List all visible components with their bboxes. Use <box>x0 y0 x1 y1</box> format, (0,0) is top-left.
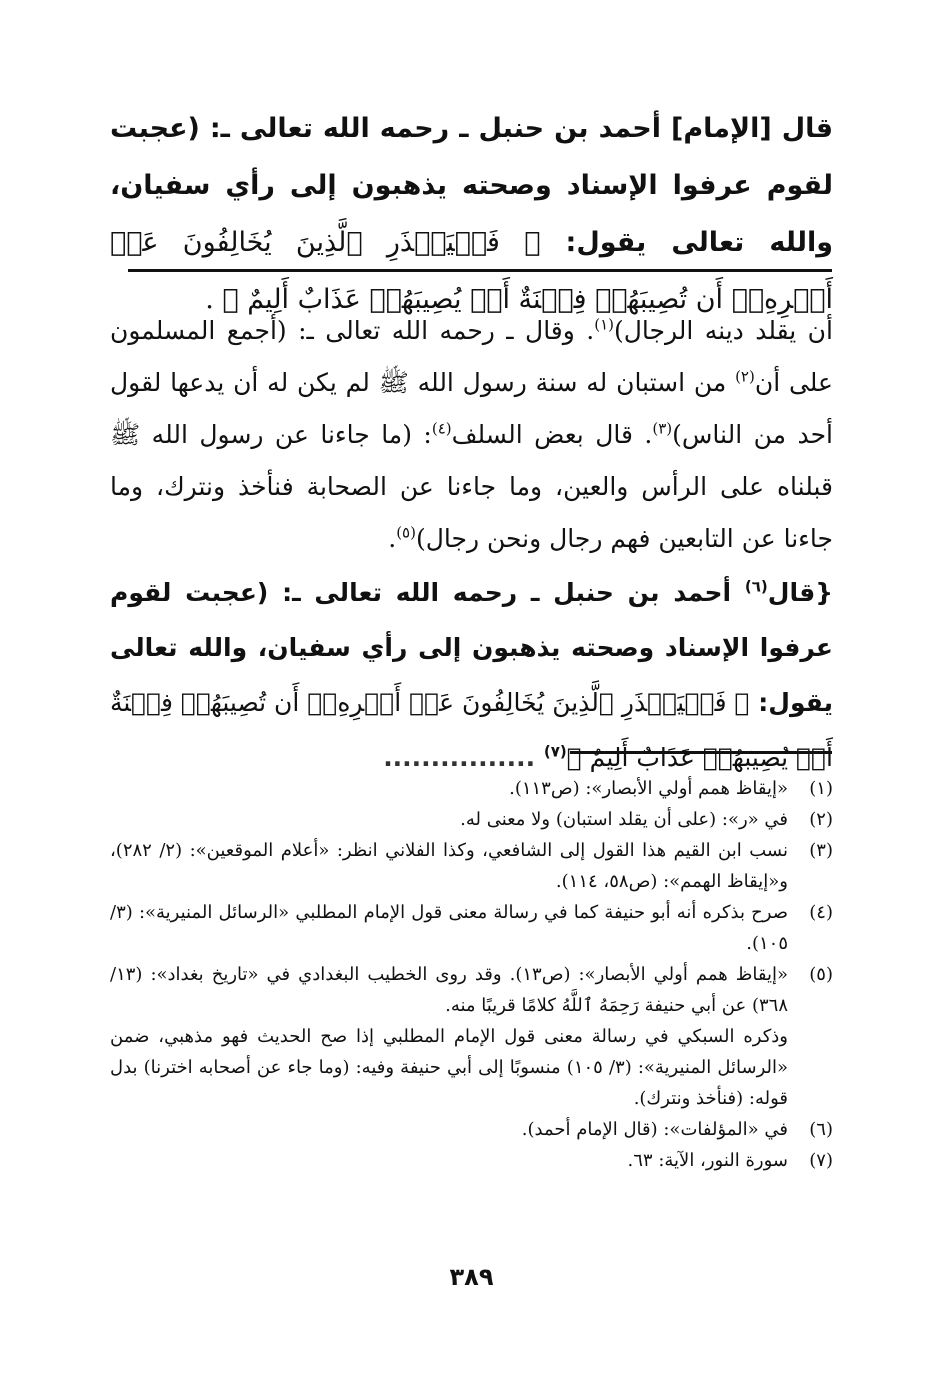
footnote-item <box>110 804 833 835</box>
footnote-item <box>110 959 833 1021</box>
footnote-item <box>110 835 833 897</box>
paragraph-text: . <box>388 524 397 553</box>
footnotes-section <box>110 773 833 1176</box>
header-divider <box>128 269 832 272</box>
paragraph-text: أحمد بن حنبل ـ رحمه الله تعالى ـ: (عجبت لقوم عرفوا الإسناد وصحته يذهبون إلى رأي سفيان، والله تعالى يقول: <box>110 578 833 717</box>
footnote-marker[interactable]: (٢) <box>735 367 755 386</box>
dotted-leader: ................ <box>383 743 536 772</box>
footnote-marker[interactable]: (٤) <box>431 419 452 438</box>
paragraph-text: من استبان له سنة رسول الله ﷺ لم يكن له أن يدعها لقول أحد من الناس) <box>110 368 833 449</box>
footnote-item <box>110 1145 833 1176</box>
page-header-quote <box>110 100 833 328</box>
footnote-number: (١) <box>809 778 833 799</box>
footnote-text: سورة النور، الآية: ٦٣. <box>627 1150 788 1171</box>
footnote-continuation: وذكره السبكي في رسالة معنى قول الإمام المطلبي إذا صح الحديث فهو مذهبي، ضمن «الرسائل المنيرية»: (٣/ ١٠٥) منسوبًا إلى أبي حنيفة وفيه: (وما جاء عن أصحابه اخترنا) بدل قوله: (فنأخذ ونترك). <box>110 1026 788 1109</box>
paragraph-text: أن يقلد دينه الرجال) <box>614 316 833 345</box>
paragraph-text: . قال بعض السلف <box>451 420 653 449</box>
footnote-text: في «ر»: (على أن يقلد استبان) ولا معنى له. <box>460 809 788 830</box>
footnote-text: «إيقاظ همم أولي الأبصار»: (ص١١٣). <box>509 778 788 799</box>
footnote-marker[interactable]: (١) <box>594 315 614 334</box>
footnote-number: (٦) <box>809 1119 833 1140</box>
paragraph-1 <box>110 305 833 565</box>
footnote-marker[interactable]: (٣) <box>652 419 673 438</box>
footnote-number: (٢) <box>809 809 833 830</box>
footnote-number: (٤) <box>809 902 833 923</box>
main-text <box>110 305 833 785</box>
footnote-number: (٥) <box>809 964 833 985</box>
footnote-item <box>110 773 833 804</box>
footnote-number: (٣) <box>809 840 833 861</box>
footnote-number: (٧) <box>809 1150 833 1171</box>
footnote-text: صرح بذكره أنه أبو حنيفة كما في رسالة معنى قول الإمام المطلبي «الرسائل المنيرية»: (٣/ ١٠٥). <box>110 902 788 954</box>
footnote-marker[interactable]: (٦) <box>744 577 768 596</box>
header-text: قال [الإمام] أحمد بن حنبل ـ رحمه الله تعالى ـ: (عجبت لقوم عرفوا الإسناد وصحته يذهبون إلى رأي سفيان، والله تعالى يقول: <box>110 113 833 258</box>
footnote-text: «إيقاظ همم أولي الأبصار»: (ص١٣). وقد روى الخطيب البغدادي في «تاريخ بغداد»: (١٣/ ٣٦٨) عن أبي حنيفة رَحِمَهُ ٱللَّهُ كلامًا قريبًا منه. <box>110 964 788 1016</box>
quran-verse: ﴿ فَلۡيَحۡذَرِ ٱلَّذِينَ يُخَالِفُونَ عَنۡ أَمۡرِهِۦٓ أَن تُصِيبَهُمۡ فِتۡنَةٌ أَوۡ يُصِيبَهُمۡ عَذَابٌ أَلِيمٌ ﴾ <box>110 688 833 772</box>
footnote-marker[interactable]: (٥) <box>396 523 416 542</box>
footnote-item <box>110 897 833 959</box>
footnote-text: في «المؤلفات»: (قال الإمام أحمد). <box>521 1119 788 1140</box>
paragraph-text: : (ما جاءنا عن رسول الله ﷺ قبلناه على الرأس والعين، وما جاءنا عن الصحابة فنأخذ ونترك، وما جاءنا عن التابعين فهم رجال ونحن رجال) <box>110 420 833 553</box>
paragraph-text: {قال <box>767 578 833 607</box>
header-quran-verse: ﴿ فَلۡيَحۡذَرِ ٱلَّذِينَ يُخَالِفُونَ عَنۡ أَمۡرِهِۦٓ أَن تُصِيبَهُمۡ فِتۡنَةٌ أَوۡ يُصِيبَهُمۡ عَذَابٌ أَلِيمٌ ﴾ . <box>110 227 833 315</box>
footnote-item <box>110 1114 833 1145</box>
footnote-text: نسب ابن القيم هذا القول إلى الشافعي، وكذا الفلاني انظر: «أعلام الموقعين»: (٢/ ٢٨٢)، و«إيقاظ الهمم»: (ص٥٨، ١١٤). <box>110 840 788 892</box>
footnote-divider <box>570 751 832 754</box>
page-number: ٣٨٩ <box>449 1263 494 1291</box>
footnote-marker[interactable]: (٧) <box>543 742 567 761</box>
paragraph-text: . وقال ـ رحمه الله تعالى ـ: (أجمع المسلمون على أن <box>110 316 833 397</box>
